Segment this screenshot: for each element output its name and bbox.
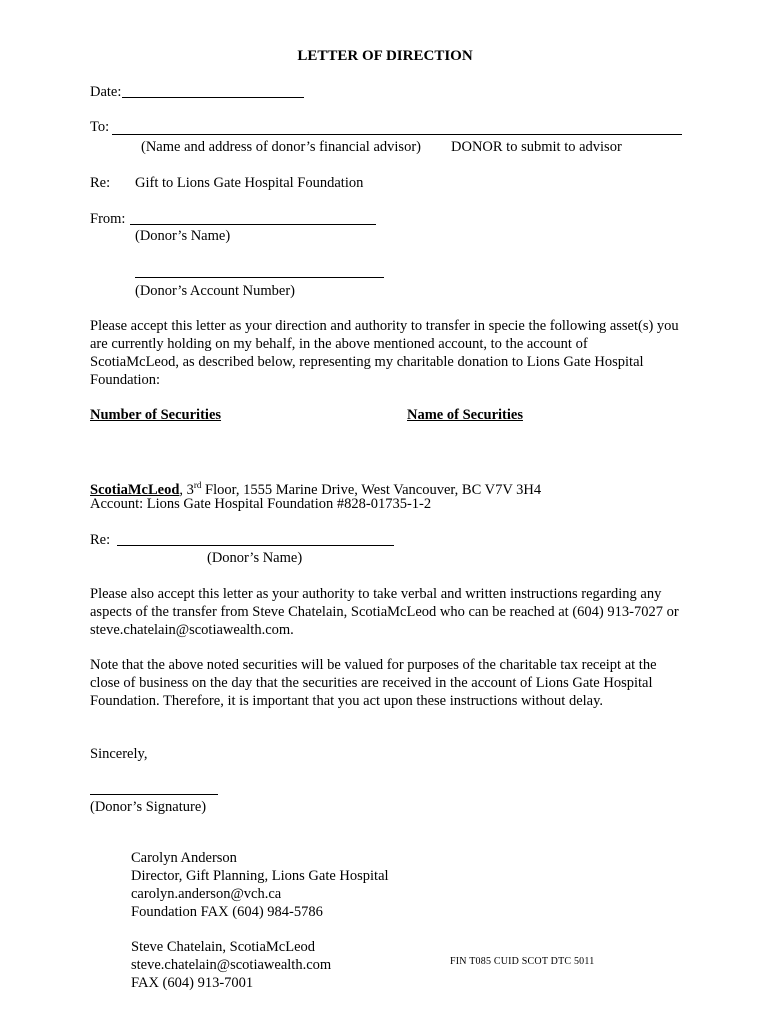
paragraph-authority: Please also accept this letter as your authority to take verbal and written instructions regarding any aspects of the transfer from Steve Chatelain, ScotiaMcLeod who can be reached at (604) 913-7027 or steve.chatelain@scotiawealth.com. (90, 586, 679, 638)
number-of-securities-heading: Number of Securities (90, 407, 222, 423)
to-note: DONOR to submit to advisor (451, 139, 622, 155)
donor-name-caption: (Donor’s Name) (135, 228, 231, 244)
signature-line[interactable] (90, 794, 218, 795)
form-code: FIN T085 CUID SCOT DTC 5011 (450, 956, 595, 967)
donor-name-line[interactable] (130, 224, 376, 225)
re-value: Gift to Lions Gate Hospital Foundation (135, 175, 364, 191)
contact1-name: Carolyn Anderson (131, 850, 237, 866)
to-caption: (Name and address of donor’s financial advisor) (141, 139, 421, 155)
from-label: From: (90, 211, 126, 227)
to-line[interactable] (112, 134, 682, 135)
scotia-name: ScotiaMcLeod (90, 481, 180, 498)
re2-caption: (Donor’s Name) (207, 550, 303, 566)
scotia-floor-number: , 3 (179, 481, 194, 498)
paragraph-direction: Please accept this letter as your direction and authority to transfer in specie the following asset(s) you are currently holding on my behalf, in the above mentioned account, to the account of ScotiaMcLeod, as described below, representing my charitable donation to Lions Gate Hospital Foundation: (90, 318, 679, 388)
date-line[interactable] (122, 97, 304, 98)
donor-account-line[interactable] (135, 277, 384, 278)
closing: Sincerely, (90, 746, 148, 762)
contact2-fax: FAX (604) 913-7001 (131, 975, 254, 991)
contact2-email[interactable]: steve.chatelain@scotiawealth.com (131, 957, 332, 973)
scotia-address: Floor, 1555 Marine Drive, West Vancouver, BC V7V 3H4 (201, 481, 542, 498)
contact1-title: Director, Gift Planning, Lions Gate Hospital (131, 868, 389, 884)
donor-account-caption: (Donor’s Account Number) (135, 283, 296, 299)
signature-caption: (Donor’s Signature) (90, 799, 207, 815)
to-label: To: (90, 119, 110, 135)
date-label: Date: (90, 84, 122, 100)
paragraph-valuation: Note that the above noted securities will be valued for purposes of the charitable tax receipt at the close of business on the day that the securities are received in the account of Lions Gate Hospital Foundation. Therefore, it is important that you act upon these instructions without delay. (90, 657, 657, 709)
re-label: Re: (90, 175, 111, 191)
name-of-securities-heading: Name of Securities (407, 407, 523, 423)
scotia-floor-suffix: rd (193, 480, 202, 490)
contact1-email[interactable]: carolyn.anderson@vch.ca (131, 886, 282, 902)
contact1-fax: Foundation FAX (604) 984-5786 (131, 904, 323, 920)
document-title: LETTER OF DIRECTION (297, 48, 473, 64)
account-line: Account: Lions Gate Hospital Foundation #828-01735-1-2 (90, 496, 432, 512)
contact2-name: Steve Chatelain, ScotiaMcLeod (131, 939, 316, 955)
re2-line[interactable] (117, 545, 394, 546)
re2-label: Re: (90, 532, 111, 548)
